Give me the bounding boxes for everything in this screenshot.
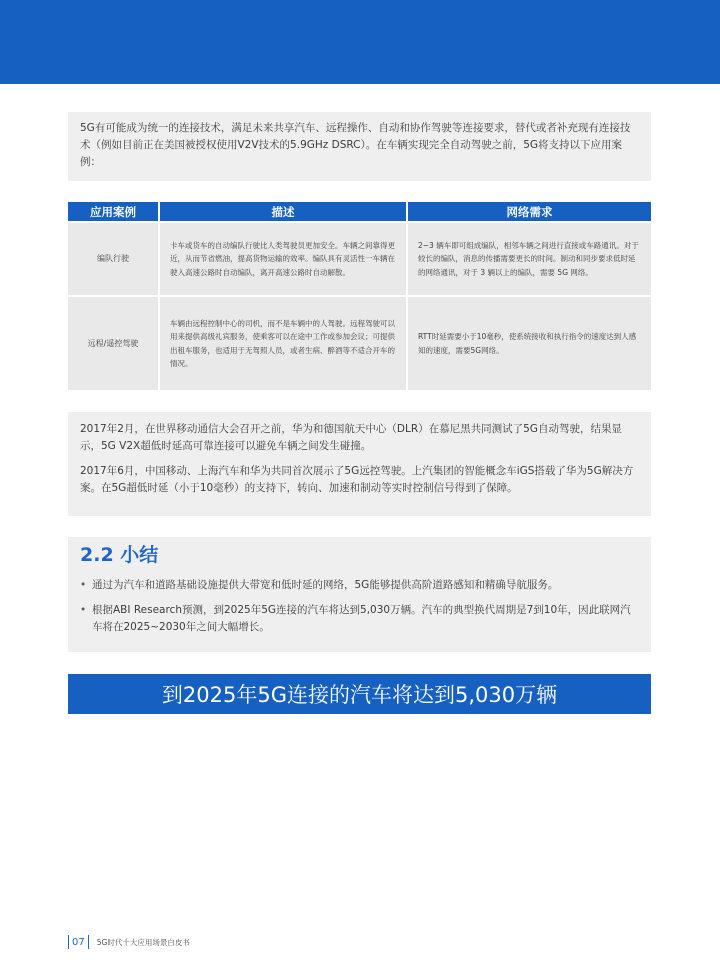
bullet-dot: • <box>80 579 87 591</box>
table-row-1-requirement: 2~3 辆车即可组成编队，相邻车辆之间进行直接或车路通讯。对于较长的编队，消息的传播需要更长的时间。制动和同步要求低时延的网络通讯，对于 3 辆以上的编队，需要 5G 网络。 <box>408 223 651 295</box>
summary-bullet <box>80 602 639 636</box>
intro-paragraph: 5G有可能成为统一的连接技术，满足未来共享汽车、远程操作、自动和协作驾驶等连接要求，替代或者补充现有连接技术（例如目前正在美国被授权使用V2V技术的5.9GHz DSRC）。在车辆实现完全自动驾驶之前，5G将支持以下应用案例： <box>80 122 631 168</box>
events-panel <box>68 412 651 516</box>
header-description: 描述 <box>160 202 406 221</box>
use-case-table <box>68 202 651 390</box>
highlight-banner: 到2025年5G连接的汽车将达到5,030万辆 <box>68 674 651 714</box>
intro-panel <box>68 112 651 181</box>
header-network-requirement: 网络需求 <box>408 202 651 221</box>
summary-panel <box>68 537 651 652</box>
summary-bullet <box>80 577 639 594</box>
page-footer <box>68 935 190 949</box>
table-row-2-description: 车辆由远程控制中心的司机，而不是车辆中的人驾驶。远程驾驶可以用来提供高级礼宾服务，使乘客可以在途中工作或参加会议；可提供出租车服务，也适用于无驾照人员，或者生病、醉酒等不适合开车的情况。 <box>160 297 406 390</box>
footer-divider <box>68 935 69 949</box>
event-paragraph-2: 2017年6月，中国移动、上海汽车和华为共同首次展示了5G远控驾驶。上汽集团的智能概念车iGS搭载了华为5G解决方案。在5G超低时延（小于10毫秒）的支持下，转向、加速和制动等实时控制信号得到了保障。 <box>80 465 634 494</box>
page-number: 07 <box>72 936 85 948</box>
bullet-dot: • <box>80 604 87 616</box>
event-paragraph-1: 2017年2月，在世界移动通信大会召开之前，华为和德国航天中心（DLR）在慕尼黑共同测试了5G自动驾驶，结果显示，5G V2X超低时延高可靠连接可以避免车辆之间发生碰撞。 <box>80 423 622 452</box>
section-title: 2.2 小结 <box>80 544 159 566</box>
table-row-1-description: 卡车或货车的自动编队行驶比人类驾驶员更加安全。车辆之间靠得更近，从而节省燃油，提高货物运输的效率。编队具有灵活性一车辆在驶入高速公路时自动编队，离开高速公路时自动解散。 <box>160 223 406 295</box>
summary-bullet-text: 通过为汽车和道路基础设施提供大带宽和低时延的网络，5G能够提供高阶道路感知和精确导航服务。 <box>92 579 559 591</box>
document-title: 5G时代十大应用场景白皮书 <box>96 937 190 947</box>
table-row-1-case: 编队行驶 <box>68 223 158 295</box>
table-row-2-requirement: RTT时延需要小于10毫秒，使系统接收和执行指令的速度达到人感知的速度，需要5G网络。 <box>408 297 651 390</box>
summary-bullet-text: 根据ABI Research预测，到2025年5G连接的汽车将达到5,030万辆。汽车的典型换代周期是7到10年，因此联网汽车将在2025~2030年之间大幅增长。 <box>92 604 631 633</box>
header-use-case: 应用案例 <box>68 202 158 221</box>
header-band <box>0 0 720 84</box>
footer-divider <box>88 935 89 949</box>
table-row-2-case: 远程/遥控驾驶 <box>68 297 158 390</box>
